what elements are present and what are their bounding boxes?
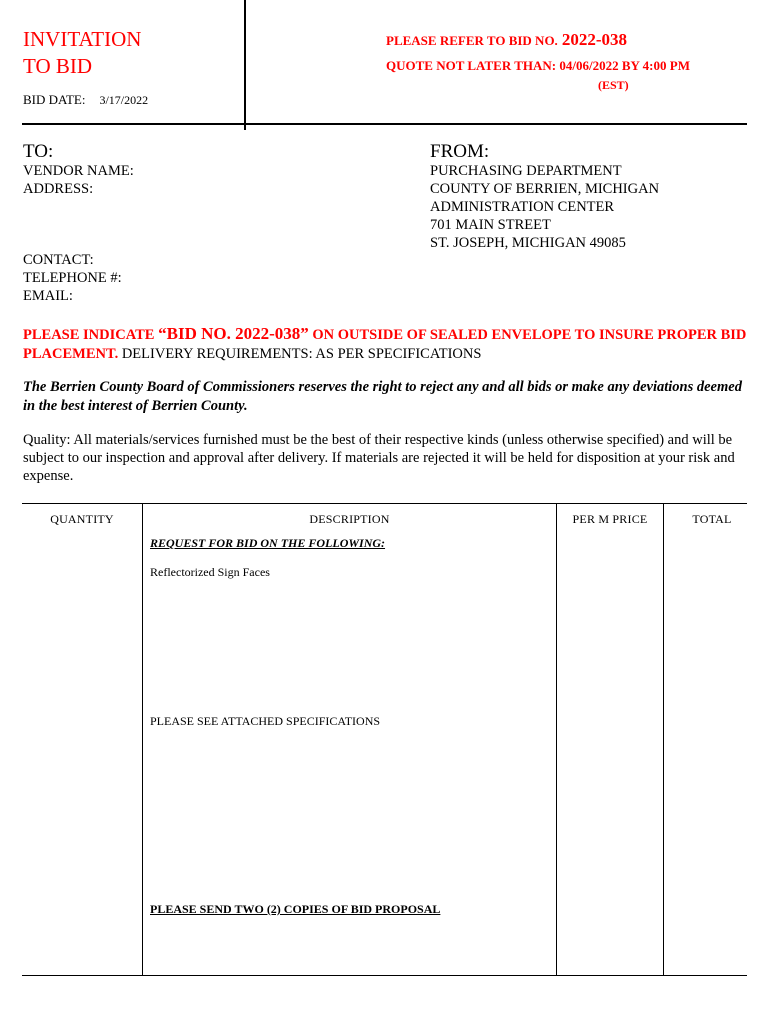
to-heading: TO: bbox=[23, 141, 54, 162]
from-line: COUNTY OF BERRIEN, MICHIGAN bbox=[430, 181, 660, 197]
delivery-requirements: DELIVERY REQUIREMENTS: AS PER SPECIFICATIONS bbox=[118, 346, 482, 362]
table-column-divider bbox=[663, 503, 664, 976]
from-line: ST. JOSEPH, MICHIGAN 49085 bbox=[430, 235, 626, 251]
indicate-text-2: ON OUTSIDE OF SEALED ENVELOPE TO INSURE PROPER BID PLACEMENT. bbox=[23, 327, 747, 362]
request-heading: REQUEST FOR BID ON THE FOLLOWING: bbox=[150, 536, 386, 550]
bid-number: 2022-038 bbox=[561, 30, 627, 49]
email-label: EMAIL: bbox=[23, 288, 73, 304]
see-specifications: PLEASE SEE ATTACHED SPECIFICATIONS bbox=[150, 714, 381, 728]
table-column-divider bbox=[556, 503, 557, 976]
from-heading: FROM: bbox=[430, 141, 490, 162]
title-line-2: TO BID bbox=[23, 54, 93, 78]
document-title bbox=[23, 26, 141, 80]
table-top-border bbox=[22, 503, 747, 504]
contact-label: CONTACT: bbox=[23, 252, 94, 268]
quality-notice: Quality: All materials/services furnished must be the best of their respective kinds (unless otherwise specified) and will be subject to our inspection and approval after delivery. If materials are rejected it will be held for disposition at your risk and expense. bbox=[23, 432, 735, 484]
item-description: Reflectorized Sign Faces bbox=[150, 565, 270, 579]
column-header-description: DESCRIPTION bbox=[309, 512, 390, 526]
indicate-bid-number: “BID NO. 2022-038” bbox=[158, 324, 309, 343]
reservation-notice: The Berrien County Board of Commissioners reserves the right to reject any and all bids or make any deviations deemed in the best interest of Berrien County. bbox=[23, 379, 742, 414]
table-column-divider bbox=[142, 503, 143, 976]
header-divider-vertical bbox=[244, 0, 246, 130]
column-header-quantity: QUANTITY bbox=[50, 512, 114, 526]
send-copies-note: PLEASE SEND TWO (2) COPIES OF BID PROPOSAL bbox=[150, 902, 441, 916]
bid-date-label: BID DATE: bbox=[23, 92, 86, 107]
timezone-label: (EST) bbox=[598, 78, 629, 92]
header-divider-horizontal bbox=[22, 123, 747, 125]
from-line: ADMINISTRATION CENTER bbox=[430, 199, 615, 215]
vendor-name-label: VENDOR NAME: bbox=[23, 163, 134, 179]
column-header-total: TOTAL bbox=[692, 512, 732, 526]
envelope-notice bbox=[23, 324, 753, 364]
from-line: PURCHASING DEPARTMENT bbox=[430, 163, 622, 179]
refer-label: PLEASE REFER TO BID NO. bbox=[386, 33, 558, 48]
from-line: 701 MAIN STREET bbox=[430, 217, 551, 233]
quote-deadline: QUOTE NOT LATER THAN: 04/06/2022 BY 4:00 PM bbox=[386, 58, 690, 73]
bid-date-value: 3/17/2022 bbox=[99, 93, 149, 107]
address-label: ADDRESS: bbox=[23, 181, 94, 197]
table-bottom-border bbox=[22, 975, 747, 976]
column-header-price: PER M PRICE bbox=[572, 512, 648, 526]
bid-date-row bbox=[23, 92, 148, 108]
from-address-block bbox=[430, 162, 659, 252]
title-line-1: INVITATION bbox=[23, 27, 142, 51]
indicate-text-1: PLEASE INDICATE bbox=[23, 327, 159, 343]
bid-reference bbox=[386, 30, 627, 50]
telephone-label: TELEPHONE #: bbox=[23, 270, 122, 286]
